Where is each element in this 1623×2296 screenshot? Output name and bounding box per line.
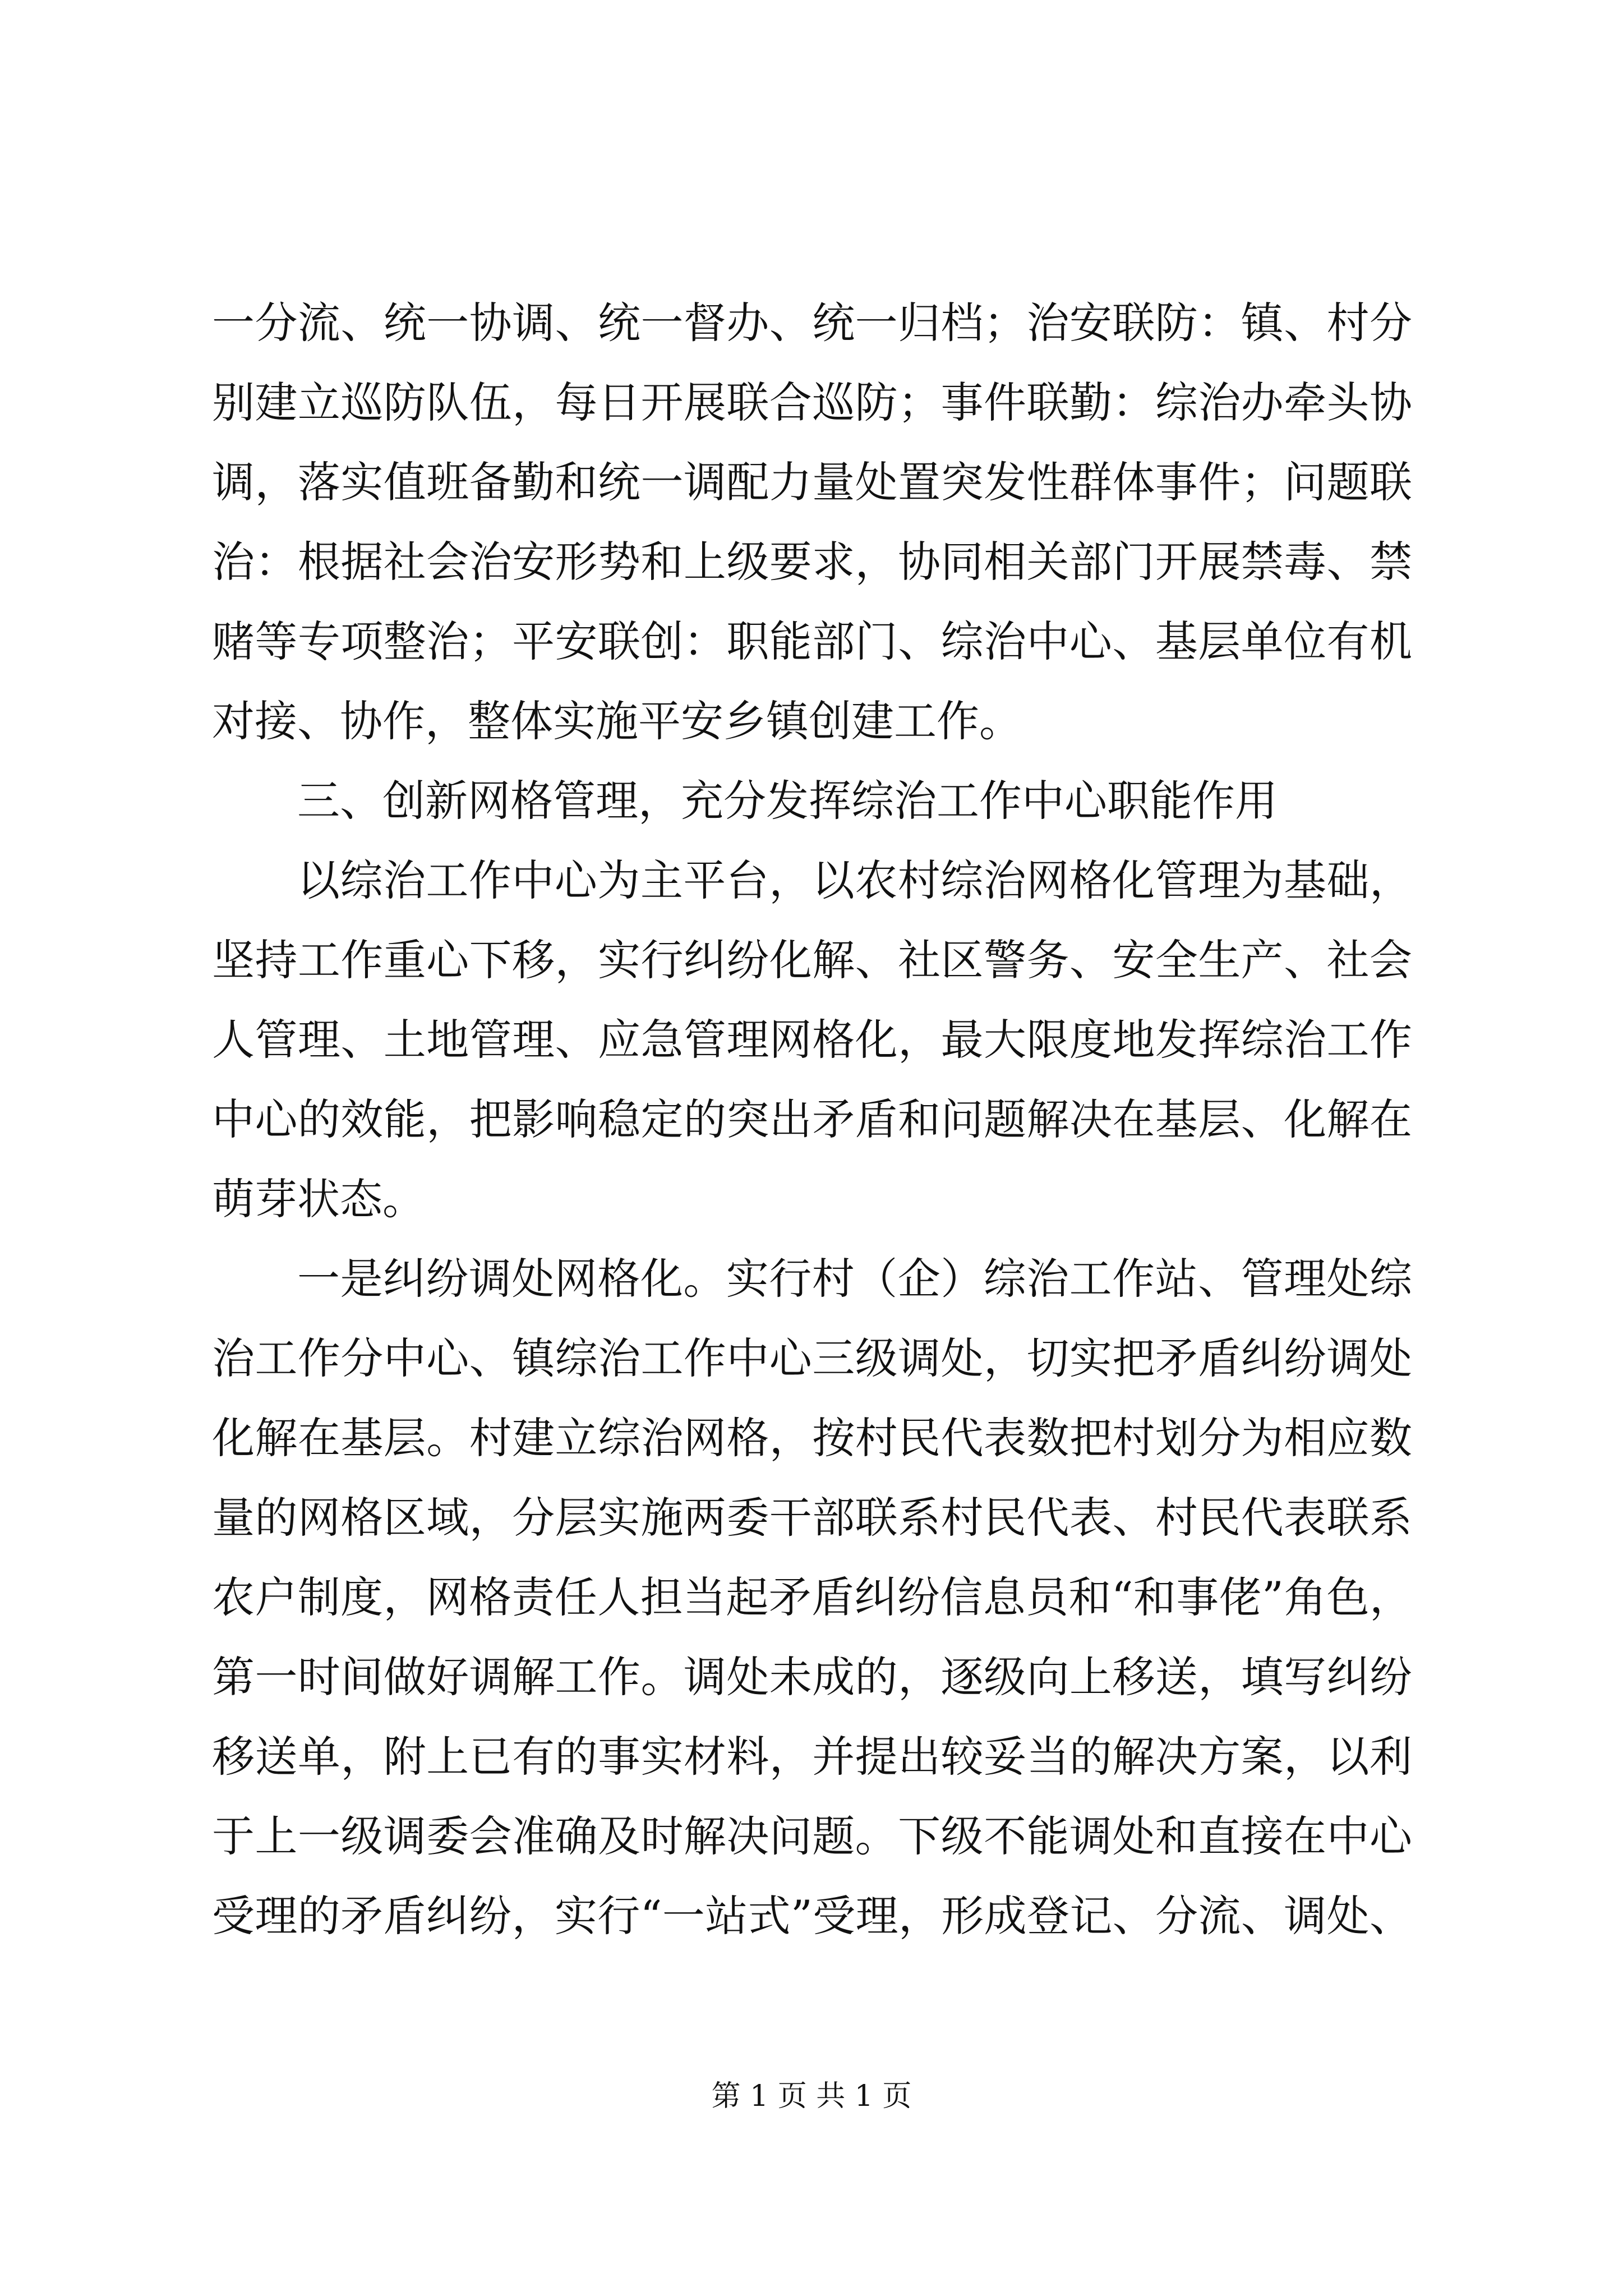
text-line: 调，落实值班备勤和统一调配力量处置突发性群体事件；问题联	[212, 457, 1412, 507]
text-line: 萌芽状态。	[212, 1174, 425, 1224]
text-line: 以综治工作中心为主平台，以农村综治网格化管理为基础，	[297, 855, 1412, 905]
text-line: 移送单，附上已有的事实材料，并提出较妥当的解决方案，以利	[212, 1732, 1412, 1782]
text-line: 农户制度，网格责任人担当起矛盾纠纷信息员和“和事佬”角色，	[212, 1572, 1412, 1622]
text-line: 一是纠纷调处网格化。实行村（企）综治工作站、管理处综	[297, 1254, 1412, 1304]
text-line: 治工作分中心、镇综治工作中心三级调处，切实把矛盾纠纷调处	[212, 1333, 1412, 1383]
text-line: 化解在基层。村建立综治网格，按村民代表数把村划分为相应数	[212, 1413, 1412, 1463]
text-line: 对接、协作，整体实施平安乡镇创建工作。	[212, 696, 1022, 746]
text-line: 别建立巡防队伍，每日开展联合巡防；事件联勤：综治办牵头协	[212, 378, 1412, 427]
section-heading: 三、创新网格管理，充分发挥综治工作中心职能作用	[297, 776, 1278, 826]
page-footer: 第 1 页 共 1 页	[711, 2079, 912, 2113]
text-line: 第一时间做好调解工作。调处未成的，逐级向上移送，填写纠纷	[212, 1652, 1412, 1702]
text-line: 赌等专项整治；平安联创：职能部门、综治中心、基层单位有机	[212, 616, 1412, 666]
document-body	[212, 283, 1412, 1956]
text-line: 中心的效能，把影响稳定的突出矛盾和问题解决在基层、化解在	[212, 1094, 1412, 1144]
text-line: 人管理、土地管理、应急管理网格化，最大限度地发挥综治工作	[212, 1015, 1412, 1065]
text-line: 坚持工作重心下移，实行纠纷化解、社区警务、安全生产、社会	[212, 935, 1412, 985]
text-line: 量的网格区域，分层实施两委干部联系村民代表、村民代表联系	[212, 1493, 1412, 1543]
text-line: 于上一级调委会准确及时解决问题。下级不能调处和直接在中心	[212, 1811, 1412, 1861]
text-line: 受理的矛盾纠纷，实行“一站式”受理，形成登记、分流、调处、	[212, 1891, 1412, 1941]
text-line: 一分流、统一协调、统一督办、统一归档；治安联防：镇、村分	[212, 298, 1412, 348]
text-line: 治：根据社会治安形势和上级要求，协同相关部门开展禁毒、禁	[212, 537, 1412, 587]
